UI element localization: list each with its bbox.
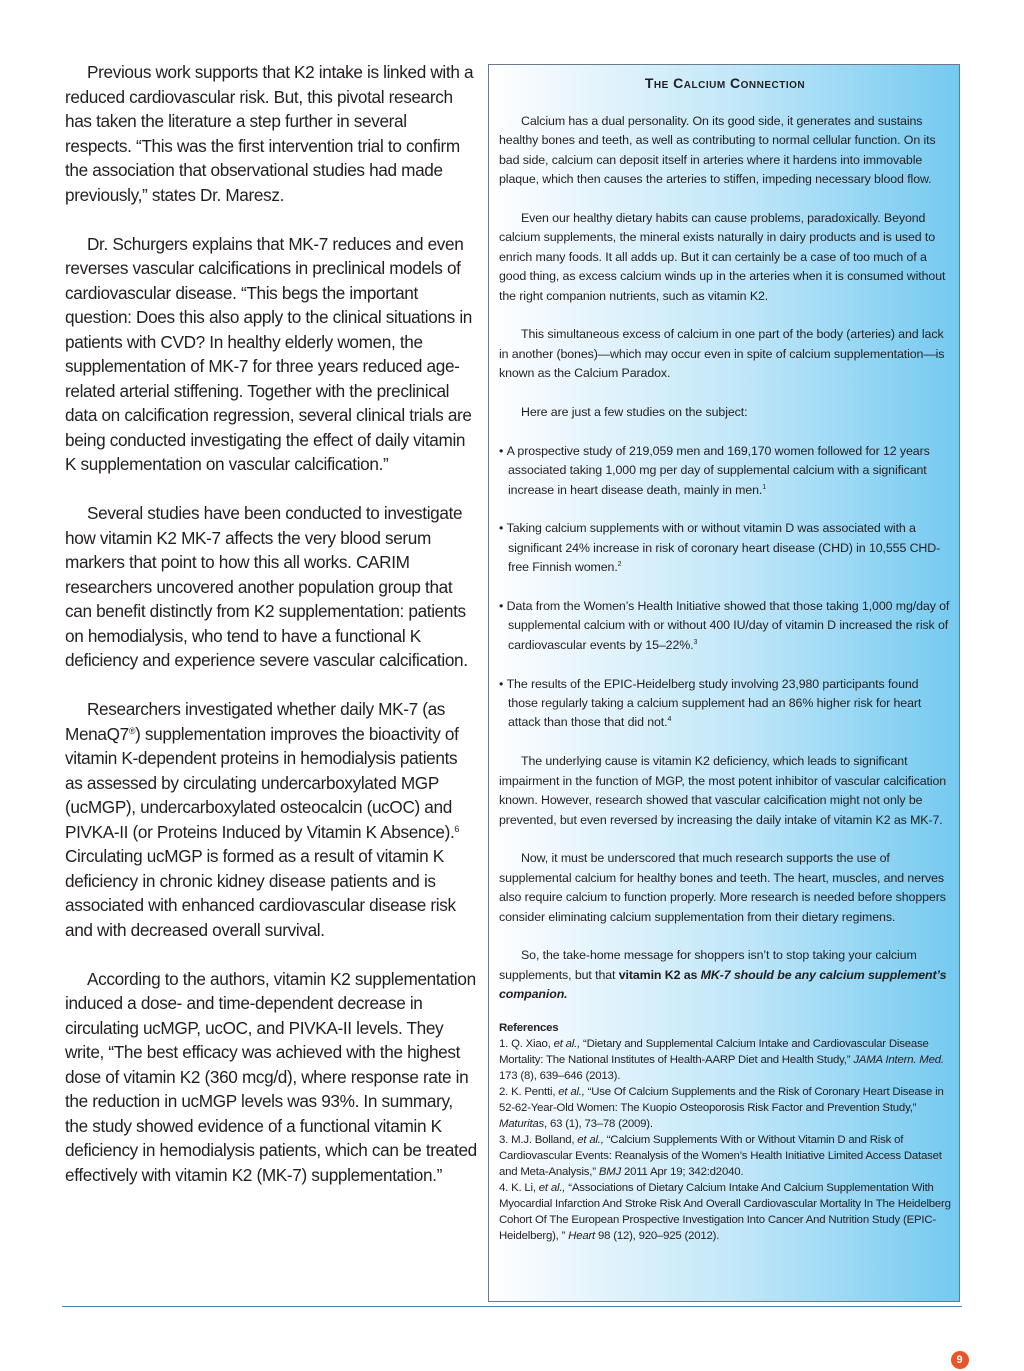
- list-item-text: A prospective study of 219,059 men and 169,170 women followed for 12 years associated taking 1,000 mg per day of supplemental calcium with a significant increase in heart disease death, mainly in men.: [506, 443, 930, 497]
- ref-text: 2. K. Pentti,: [499, 1085, 559, 1098]
- article-text: ) supplementation improves the bioactivity of vitamin K-dependent proteins in hemodialysis patients as assessed by circulating undercarboxylated MGP (ucMGP), undercarboxylated osteocalcin (ucOC) and PIVKA-II (or Proteins Induced by Vitamin K Absence).: [65, 723, 459, 842]
- list-item-text: Data from the Women’s Health Initiative showed that those taking 1,000 mg/day of supplemental calcium with or without 400 IU/day of vitamin D increased the risk of cardiovascular events by 15–22%.: [506, 599, 950, 652]
- footnote-ref: 6: [454, 823, 460, 834]
- reference-item: [499, 1084, 951, 1132]
- article-paragraph: Dr. Schurgers explains that MK-7 reduces and even reverses vascular calcifications in preclinical models of cardiovascular disease. “This begs the important question: Does this also apply to the clinical situations in patients with CVD? In healthy elderly women, the supplementation of MK-7 for three years reduced age-related arterial stiffening. Together with the preclinical data on calcification regression, several clinical trials are being conducted investigating the effect of daily vitamin K supplementation on vascular calcification.”: [65, 233, 473, 474]
- list-item-text: Taking calcium supplements with or without vitamin D was associated with a significant 24% increase in risk of coronary heart disease (CHD) in 10,555 CHD-free Finnish women.: [506, 521, 941, 575]
- article-paragraph: According to the authors, vitamin K2 supplementation induced a dose- and time-dependent decrease in circulating ucMGP, ucOC, and PIVKA-II levels. They write, “The best efficacy was achieved with the highest dose of vitamin K2 (360 mcg/d), where response rate in the reduction in ucMGP levels was 93%. In summary, the study showed evidence of a functional vitamin K deficiency in hemodialysis patients, which can be treated effectively with vitamin K2 (MK-7) supplementation.”: [65, 968, 477, 1185]
- sidebar-title: The Calcium Connection: [644, 75, 806, 91]
- studies-list: [499, 442, 951, 733]
- reference-item: [499, 1036, 951, 1084]
- reference-item: [499, 1132, 951, 1180]
- ref-text: 98 (12), 920–925 (2012).: [595, 1229, 720, 1242]
- ref-journal: Heart: [568, 1229, 596, 1242]
- footer-rule: [62, 1306, 962, 1307]
- list-item: [499, 597, 951, 655]
- ref-text: 173 (8), 639–646 (2013).: [499, 1069, 621, 1082]
- ref-text: 2011 Apr 19; 342:d2040.: [621, 1165, 744, 1178]
- sidebar-conclusion: [499, 946, 951, 1004]
- main-article-column: [65, 60, 477, 1212]
- article-text: Researchers investigated whether daily MK-7 (as MenaQ7: [65, 699, 446, 744]
- list-item: [499, 675, 951, 733]
- sidebar-paragraph: Now, it must be underscored that much research supports the use of supplemental calcium for healthy bones and teeth. The heart, muscles, and nerves also require calcium to function properly. More research is needed before shoppers consider eliminating calcium supplementation from their dietary regimens.: [499, 851, 946, 924]
- footnote-ref: 1: [762, 483, 767, 491]
- ref-text: “Use Of Calcium Supplements and the Risk of Coronary Heart Disease in 52-62-Year-Old Women: The Kuopio Osteoporosis Risk Factor and Prevention Study,”: [499, 1085, 944, 1114]
- sidebar-paragraph: The underlying cause is vitamin K2 deficiency, which leads to significant impairment in the function of MGP, the most potent inhibitor of vascular calcification known. However, research showed that vascular calcification might not only be prevented, but even reversed by increasing the daily intake of vitamin K2 as MK-7.: [499, 754, 947, 827]
- references-title: References: [499, 1021, 559, 1034]
- ref-etal: et al.,: [538, 1181, 566, 1194]
- ref-text: 1. Q. Xiao,: [499, 1037, 554, 1050]
- ref-journal: Maturitas: [499, 1117, 545, 1130]
- ref-text: “Calcium Supplements With or Without Vitamin D and Risk of Cardiovascular Events: Reanalysis of the Women’s Health Initiative Limited Access Dataset and Meta-Analysis,”: [499, 1133, 942, 1178]
- reference-item: [499, 1180, 951, 1244]
- article-paragraph: [65, 697, 477, 942]
- ref-journal: JAMA Intern. Med.: [853, 1053, 944, 1066]
- ref-etal: et al.,: [553, 1037, 581, 1050]
- ref-text: “Dietary and Supplemental Calcium Intake and Cardiovascular Disease Mortality: The National Institutes of Health-AARP Diet and Health Study,”: [499, 1037, 929, 1066]
- list-item: [499, 442, 951, 500]
- article-paragraph: Several studies have been conducted to investigate how vitamin K2 MK-7 affects the very blood serum markers that point to how this all works. CARIM researchers uncovered another population group that can benefit distinctly from K2 supplementation: patients on hemodialysis, who tend to have a functional K deficiency and experience severe vascular calcification.: [65, 503, 468, 670]
- sidebar-paragraph: Here are just a few studies on the subject:: [521, 405, 748, 420]
- footnote-ref: 2: [617, 561, 622, 569]
- ref-journal: BMJ: [598, 1165, 622, 1178]
- list-item: [499, 519, 951, 577]
- sidebar-paragraph: Even our healthy dietary habits can cause problems, paradoxically. Beyond calcium supplements, the mineral exists naturally in dairy products and is used to enrich many foods. It all adds up. But it can certainly be a case of too much of a good thing, as excess calcium winds up in the arteries when it is consumed without the right companion nutrients, such as vitamin K2.: [499, 211, 946, 303]
- conclusion-text: So, the take-home message for shoppers isn’t to stop taking your calcium supplements, but that: [499, 948, 917, 982]
- ref-text: , 63 (1), 73–78 (2009).: [544, 1117, 653, 1130]
- references: [499, 1020, 951, 1244]
- ref-text: 3. M.J. Bolland,: [499, 1133, 578, 1146]
- sidebar-paragraph: Calcium has a dual personality. On its good side, it generates and sustains healthy bones and teeth, as well as contributing to normal cellular function. On its bad side, calcium can deposit itself in arteries where it hardens into immovable plaque, which then causes the arteries to stiffen, impeding necessary blood flow.: [499, 114, 936, 187]
- conclusion-emphasis: vitamin K2 as: [618, 967, 701, 982]
- list-item-text: The results of the EPIC-Heidelberg study involving 23,980 participants found those regularly taking a calcium supplement had an 86% higher risk for heart attack than those that did not.: [506, 676, 922, 730]
- registered-mark: ®: [128, 725, 136, 736]
- ref-etal: et al.,: [558, 1085, 585, 1098]
- footnote-ref: 3: [693, 638, 698, 646]
- ref-etal: et al.,: [577, 1133, 604, 1146]
- ref-text: 4. K. Li,: [499, 1181, 539, 1194]
- ref-text: “Associations of Dietary Calcium Intake And Calcium Supplementation With Myocardial Infarction And Stroke Risk And Overall Cardiovascular Mortality In The Heidelberg Cohort Of The European Prospective Investigation Into Cancer And Nutrition Study (EPIC-Heidelberg), ”: [499, 1181, 951, 1242]
- article-paragraph: Previous work supports that K2 intake is linked with a reduced cardiovascular risk. But, this pivotal research has taken the literature a step further in several respects. “This was the first intervention trial to confirm the association that observational studies had made previously,” states Dr. Maresz.: [65, 62, 474, 205]
- conclusion-emphasis-italic: MK-7 should be any calcium supplement’s companion.: [499, 967, 947, 1002]
- calcium-connection-sidebar: [488, 64, 960, 1302]
- article-text: Circulating ucMGP is formed as a result of vitamin K deficiency in chronic kidney disease patients and is associated with enhanced cardiovascular disease risk and with decreased overall survival.: [65, 846, 456, 940]
- page-number-badge: 9: [951, 1351, 969, 1369]
- footnote-ref: 4: [667, 716, 672, 724]
- sidebar-paragraph: This simultaneous excess of calcium in one part of the body (arteries) and lack in another (bones)—which may occur even in spite of calcium supplementation—is known as the Calcium Paradox.: [499, 327, 945, 381]
